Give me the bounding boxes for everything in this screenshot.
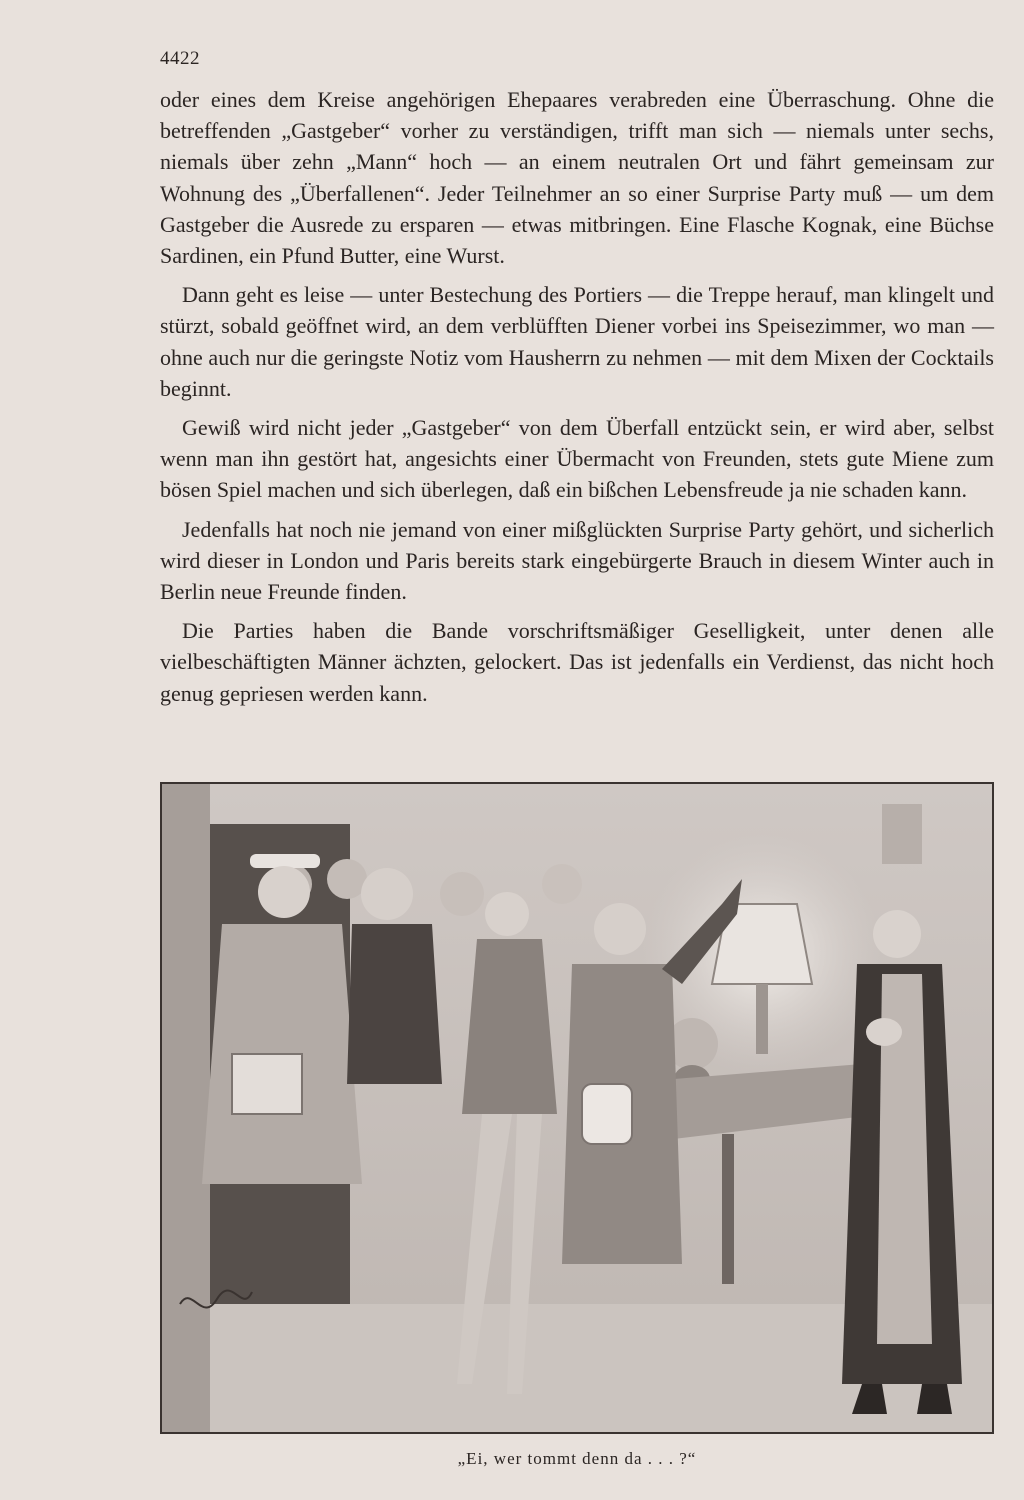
paragraph-2: Dann geht es leise — unter Bestechung des Portiers — die Treppe herauf, man klingelt und stürzt, sobald geöffnet wird, an dem verblüfften Diener vorbei ins Speisezimmer, wo man — ohne auch nur die geringste Notiz vom Hausherrn zu nehmen — mit dem Mixen der Cocktails beginnt.: [160, 282, 994, 401]
article-text: [160, 84, 994, 717]
party-illustration: [160, 782, 994, 1434]
paragraph-1: oder eines dem Kreise angehörigen Ehepaares verabreden eine Überraschung. Ohne die betreffenden „Gastgeber“ vorher zu verständigen, trifft man sich — niemals unter sechs, niemals über zehn „Mann“ hoch — an einem neutralen Ort und fährt gemeinsam zur Wohnung des „Überfallenen“. Jeder Teilnehmer an so einer Surprise Party muß — um dem Gastgeber die Ausrede zu ersparen — etwas mitbringen. Eine Flasche Kognak, eine Büchse Sardinen, ein Pfund Butter, eine Wurst.: [160, 87, 994, 269]
lamp-stand: [756, 984, 768, 1054]
door-frame: [162, 784, 210, 1432]
page-number: 4422: [160, 48, 200, 69]
table-leg: [722, 1134, 734, 1284]
illustration-drawing: [162, 784, 992, 1432]
paragraph-5: Die Parties haben die Bande vorschriftsmäßiger Geselligkeit, unter denen alle vielbeschäftigten Männer ächzten, gelockert. Das ist jedenfalls ein Verdienst, das nicht hoch genug gepriesen werden kann.: [160, 618, 994, 706]
wall-sconce: [882, 804, 922, 864]
paragraph-3: Gewiß wird nicht jeder „Gastgeber“ von dem Überfall entzückt sein, er wird aber, selbst wenn man ihn gestört hat, angesichts einer Übermacht von Freunden, stets gute Miene zum bösen Spiel machen und sich überlegen, daß ein bißchen Lebensfreude ja nie schaden kann.: [160, 415, 994, 503]
illustration-caption: „Ei, wer tommt denn da . . . ?“: [457, 1449, 697, 1468]
paragraph-4: Jedenfalls hat noch nie jemand von einer mißglückten Surprise Party gehört, und sicherlich wird dieser in London und Paris bereits stark eingebürgerte Brauch in diesem Winter auch in Berlin neue Freunde finden.: [160, 516, 994, 605]
